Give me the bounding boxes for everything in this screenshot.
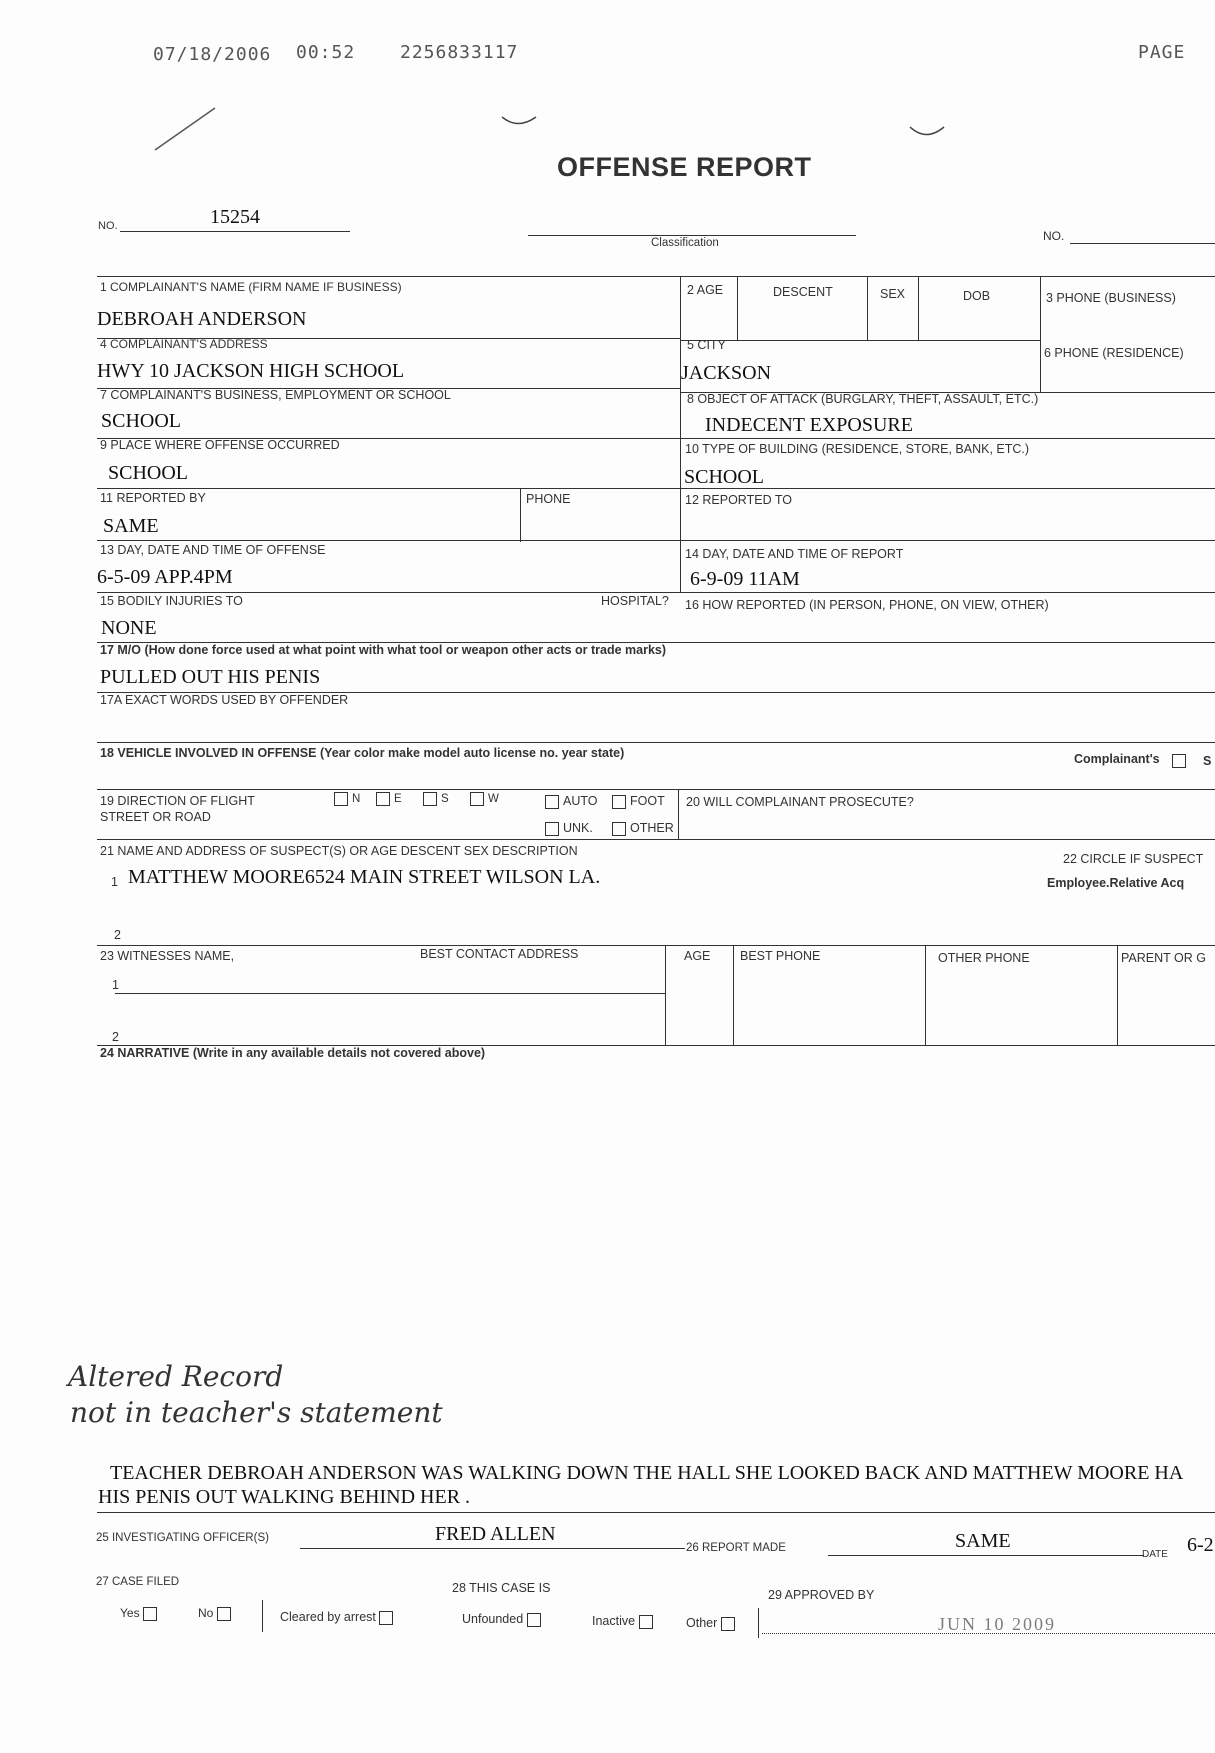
investigating-officer-label: 25 INVESTIGATING OFFICER(S) (96, 1532, 269, 1544)
checkbox-icon (217, 1607, 231, 1621)
narrative-label: 24 NARRATIVE (Write in any available details not covered above) (100, 1046, 486, 1060)
suspect-num-2: 2 (114, 928, 121, 942)
divider (120, 231, 350, 232)
divider (665, 945, 666, 1045)
best-phone-label: BEST PHONE (740, 949, 821, 963)
witness-name-label: 23 WITNESSES NAME, (100, 949, 235, 963)
divider (678, 789, 679, 839)
page-title: OFFENSE REPORT (557, 152, 812, 182)
checkbox-icon (639, 1615, 653, 1629)
business-phone-label: 3 PHONE (BUSINESS) (1046, 291, 1176, 305)
divider (737, 276, 738, 340)
reported-by-value: SAME (103, 515, 159, 537)
unk-label: UNK. (563, 821, 593, 835)
suspect-value: MATTHEW MOORE6524 MAIN STREET WILSON LA. (128, 866, 601, 888)
direction-e-option[interactable] (376, 792, 402, 806)
divider (680, 340, 1040, 341)
complainants-checkbox[interactable] (1172, 754, 1186, 768)
reported-to-label: 12 REPORTED TO (685, 493, 792, 507)
report-made-label: 26 REPORT MADE (686, 1542, 786, 1554)
divider (97, 488, 1215, 489)
cleared-label: Cleared by arrest (280, 1610, 376, 1624)
divider (528, 235, 856, 236)
date-label: DATE (1142, 1549, 1168, 1560)
city-label: 5 CITY (687, 338, 726, 352)
report-no2-label: NO. (1043, 229, 1065, 243)
divider (918, 276, 919, 340)
checkbox-icon (545, 822, 559, 836)
complainant-address-value: HWY 10 JACKSON HIGH SCHOOL (97, 360, 405, 382)
circle-suspect-label: 22 CIRCLE IF SUSPECT (1063, 852, 1204, 866)
object-of-attack-label: 8 OBJECT OF ATTACK (BURGLARY, THEFT, ASSAULT, ETC.) (687, 392, 1039, 406)
residence-phone-label: 6 PHONE (RESIDENCE) (1044, 346, 1184, 360)
offense-time-value: 6-5-09 APP.4PM (97, 566, 233, 588)
bodily-injuries-label: 15 BODILY INJURIES TO (100, 594, 243, 608)
offense-time-label: 13 DAY, DATE AND TIME OF OFFENSE (100, 543, 326, 557)
report-no-label: NO. (98, 220, 118, 232)
divider (300, 1548, 685, 1549)
narrative-line1: TEACHER DEBROAH ANDERSON WAS WALKING DOWN THE HALL SHE LOOKED BACK AND MATTHEW MOORE HA (110, 1462, 1184, 1484)
approval-stamp: JUN 10 2009 (938, 1614, 1057, 1634)
other-option[interactable] (612, 821, 674, 836)
suspect-label: 21 NAME AND ADDRESS OF SUSPECT(S) OR AGE DESCENT SEX DESCRIPTION (100, 844, 578, 858)
report-time-label: 14 DAY, DATE AND TIME OF REPORT (685, 547, 904, 561)
date-value: 6-2 (1187, 1534, 1214, 1556)
divider (1117, 945, 1118, 1045)
exact-words-label: 17A EXACT WORDS USED BY OFFENDER (100, 693, 349, 707)
direction-w-option[interactable] (470, 792, 499, 806)
unfounded-option[interactable] (462, 1612, 545, 1627)
report-made-value: SAME (955, 1530, 1011, 1552)
checkbox-icon (143, 1607, 157, 1621)
object-of-attack-value: INDECENT EXPOSURE (705, 414, 913, 436)
direction-n-label: N (352, 793, 361, 806)
offense-place-value: SCHOOL (108, 462, 189, 484)
mo-value: PULLED OUT HIS PENIS (100, 666, 321, 688)
scan-mark (150, 100, 230, 160)
direction-e-label: E (394, 793, 402, 806)
case-status-label: 28 THIS CASE IS (452, 1581, 551, 1595)
checkbox-icon (721, 1617, 735, 1631)
narrative-line2: HIS PENIS OUT WALKING BEHIND HER . (98, 1486, 471, 1508)
checkbox-icon (376, 792, 390, 806)
divider (520, 488, 521, 542)
case-filed-label: 27 CASE FILED (96, 1576, 180, 1588)
complainant-business-value: SCHOOL (101, 410, 182, 432)
approved-by-label: 29 APPROVED BY (768, 1588, 875, 1602)
yes-label: Yes (120, 1606, 140, 1620)
other-label: OTHER (630, 821, 674, 835)
complainant-name-value: DEBROAH ANDERSON (97, 308, 307, 330)
checkbox-icon (612, 822, 626, 836)
unk-option[interactable] (545, 821, 593, 836)
circle-suspect-options: Employee.Relative Acq (1047, 876, 1185, 890)
case-filed-yes-option[interactable] (120, 1606, 161, 1621)
divider (115, 993, 665, 994)
sex-label: SEX (880, 287, 906, 301)
other-status-option[interactable] (686, 1616, 739, 1631)
complainant-address-label: 4 COMPLAINANT'S ADDRESS (100, 337, 268, 351)
divider (97, 789, 1215, 790)
divider (733, 945, 734, 1045)
direction-s-option[interactable] (423, 792, 449, 806)
checkbox-icon (612, 795, 626, 809)
age-label: 2 AGE (687, 283, 724, 297)
divider (97, 592, 1215, 593)
scan-mark (908, 122, 948, 144)
no-label: No (198, 1606, 214, 1620)
direction-w-label: W (488, 793, 499, 806)
divider (925, 945, 926, 1045)
offense-place-label: 9 PLACE WHERE OFFENSE OCCURRED (100, 438, 340, 452)
divider (97, 945, 1215, 946)
checkbox-icon (545, 795, 559, 809)
inactive-label: Inactive (592, 1614, 636, 1628)
fax-date: 07/18/2006 (153, 44, 272, 65)
witness-num-2: 2 (112, 1030, 119, 1044)
divider (1070, 243, 1215, 244)
complainant-name-label: 1 COMPLAINANT'S NAME (FIRM NAME IF BUSINESS) (100, 280, 402, 294)
mo-label: 17 M/O (How done force used at what point with what tool or weapon other acts or trade marks) (100, 643, 667, 657)
flight-direction-label: 19 DIRECTION OF FLIGHT (100, 794, 255, 808)
dob-label: DOB (963, 289, 991, 303)
divider (97, 540, 1215, 541)
divider (828, 1555, 1144, 1556)
divider (1040, 276, 1041, 392)
building-type-value: SCHOOL (684, 466, 765, 488)
report-no-value: 15254 (210, 206, 260, 228)
reported-by-phone-label: PHONE (526, 492, 571, 506)
auto-option[interactable] (545, 794, 598, 809)
unfounded-label: Unfounded (462, 1612, 524, 1626)
checkbox-icon (423, 792, 437, 806)
witness-num-1: 1 (112, 978, 119, 992)
building-type-label: 10 TYPE OF BUILDING (RESIDENCE, STORE, BANK, ETC.) (685, 442, 1030, 456)
fax-time: 00:52 (296, 42, 356, 63)
divider (97, 742, 1215, 743)
investigating-officer-value: FRED ALLEN (435, 1523, 556, 1545)
other-phone-label: OTHER PHONE (938, 951, 1030, 965)
divider (262, 1600, 263, 1632)
fax-page-label: PAGE (1138, 42, 1186, 63)
auto-label: AUTO (563, 794, 598, 808)
divider (758, 1608, 759, 1638)
divider (97, 839, 1215, 840)
classification-label: Classification (651, 237, 719, 249)
complainant-business-label: 7 COMPLAINANT'S BUSINESS, EMPLOYMENT OR SCHOOL (100, 388, 451, 402)
vehicle-label: 18 VEHICLE INVOLVED IN OFFENSE (Year color make model auto license no. year state) (100, 746, 625, 760)
inactive-option[interactable] (592, 1614, 657, 1629)
complainants-trail: S (1203, 754, 1212, 768)
fax-number: 2256833117 (400, 42, 519, 63)
descent-label: DESCENT (773, 285, 833, 299)
direction-s-label: S (441, 793, 449, 806)
checkbox-icon (334, 792, 348, 806)
bodily-injuries-value: NONE (101, 617, 157, 639)
best-address-label: BEST CONTACT ADDRESS (420, 947, 579, 961)
checkbox-icon (470, 792, 484, 806)
parent-label: PARENT OR G (1121, 951, 1206, 965)
how-reported-label: 16 HOW REPORTED (IN PERSON, PHONE, ON VIEW, OTHER) (685, 598, 1049, 612)
suspect-num-1: 1 (111, 875, 118, 889)
hospital-label: HOSPITAL? (601, 594, 669, 608)
divider (680, 276, 681, 592)
case-filed-no-option[interactable] (198, 1606, 235, 1621)
handwritten-note-line2: not in teacher's statement (70, 1396, 443, 1429)
scan-mark (500, 112, 540, 132)
handwritten-note-line1: Altered Record (68, 1360, 284, 1393)
direction-n-option[interactable] (334, 792, 360, 806)
city-value: JACKSON (681, 362, 772, 384)
checkbox-icon (379, 1611, 393, 1625)
checkbox-icon (527, 1613, 541, 1627)
divider (867, 276, 868, 340)
reported-by-label: 11 REPORTED BY (100, 491, 206, 505)
witness-age-label: AGE (684, 949, 711, 963)
foot-label: FOOT (630, 794, 665, 808)
divider (97, 276, 1215, 277)
street-road-label: STREET OR ROAD (100, 810, 211, 824)
divider (97, 1512, 1215, 1513)
foot-option[interactable] (612, 794, 665, 809)
prosecute-label: 20 WILL COMPLAINANT PROSECUTE? (686, 795, 914, 809)
cleared-by-arrest-option[interactable] (280, 1610, 397, 1625)
other-status-label: Other (686, 1616, 718, 1630)
complainants-label: Complainant's (1074, 752, 1160, 766)
report-time-value: 6-9-09 11AM (690, 568, 800, 590)
